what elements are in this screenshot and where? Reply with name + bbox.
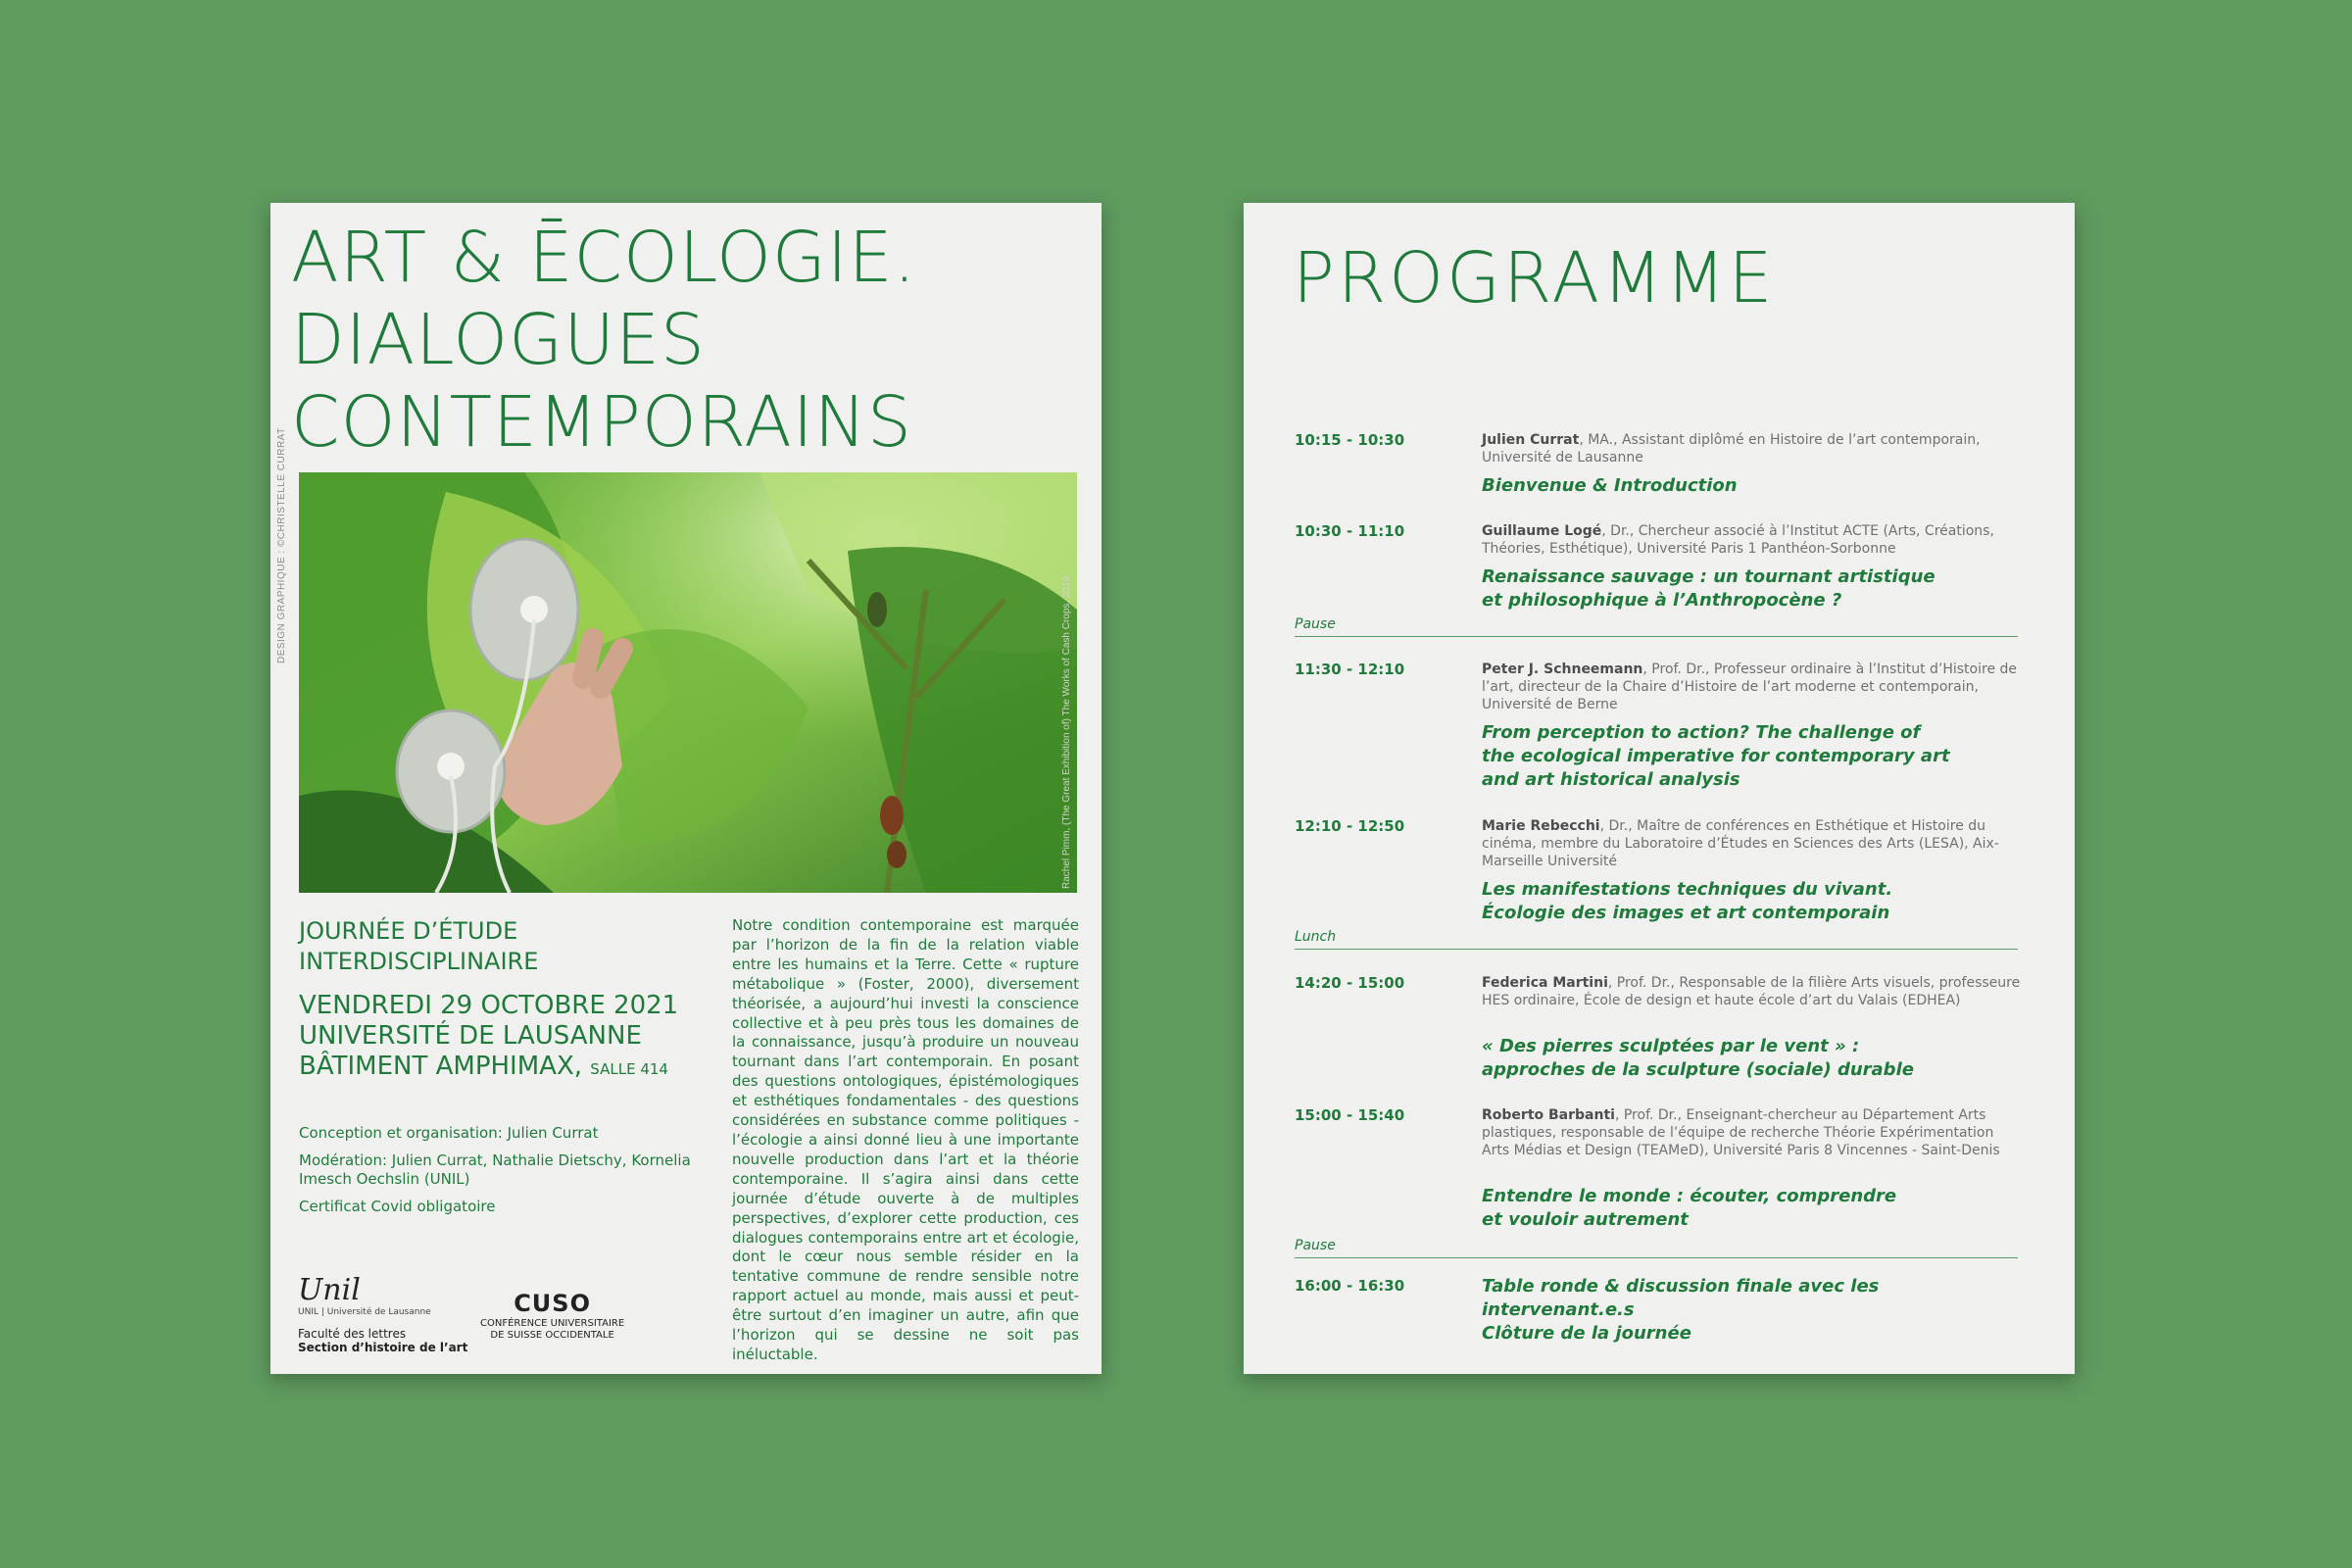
subtitle-line-2: INTERDISCIPLINAIRE bbox=[299, 948, 539, 975]
speaker-bio: , Prof. Dr., Professeur ordinaire à l’Institut d’Histoire de l’art, directeur de la Chaire d’Histoire de l’art moderne et contemporain, Université de Berne bbox=[1482, 662, 2018, 712]
slot-time: 10:15 - 10:30 bbox=[1295, 431, 1405, 449]
unil-wordmark: Unil bbox=[298, 1273, 361, 1307]
faculty-name: Faculté des lettres bbox=[298, 1327, 407, 1341]
title-line-2: DIALOGUES bbox=[291, 299, 707, 380]
speaker-info bbox=[1482, 817, 2021, 870]
programme-sheet bbox=[1244, 203, 2075, 1374]
speaker-name: Marie Rebecchi bbox=[1482, 818, 1600, 834]
unil-logo bbox=[298, 1273, 468, 1354]
title-line-3: CONTEMPORAINS bbox=[291, 381, 912, 463]
slot-time: 10:30 - 11:10 bbox=[1295, 522, 1405, 540]
break-label: Pause bbox=[1295, 616, 1336, 632]
subtitle-line-1: JOURNÉE D’ÉTUDE bbox=[299, 917, 518, 945]
slot-time: 16:00 - 16:30 bbox=[1295, 1277, 1405, 1295]
image-credit: Rachel Pimm, (The Great Exhibition of) The Works of Cash Crops, 2019 bbox=[1061, 575, 1072, 889]
unil-tagline: UNIL | Université de Lausanne bbox=[298, 1307, 431, 1317]
break-divider bbox=[1295, 929, 2018, 950]
talk-title: « Des pierres sculptées par le vent » : approches de la sculpture (sociale) durable bbox=[1482, 1036, 1914, 1080]
speaker-info bbox=[1482, 661, 2021, 713]
event-description: Notre condition contemporaine est marquée par l’horizon de la fin de la relation viable entre les humains et la Terre. Cette « rupture métabolique » (Foster, 2000), diversement théorisée, a aujourd’hui investi la conscience collective et à peu près tous les domaines de la connaissance, jusqu’à produire un nouveau tournant dans l’art contemporain. En posant des questions ontologiques, épistémologiques et esthétiques fondamentales - des questions considérées en substance comme politiques - l’écologie a ainsi donné lieu à une importante nouvelle production dans l’art et la théorie contemporaine. Il s’agira ainsi dans cette journée d’étude ouverte à de multiples perspectives, d’explorer cette production, ces dialogues contemporains entre art et écologie, dont le cœur nous semble résider en la tentative commune de rendre sensible notre rapport actuel au monde, mais aussi et peut-être surtout d’en imaginer un autre, afin que l’horizon qui se dessine ne soit pas inéluctable. bbox=[732, 916, 1079, 1363]
speaker-info bbox=[1482, 431, 2021, 466]
event-date: VENDREDI 29 OCTOBRE 2021 bbox=[299, 991, 679, 1020]
speaker-bio: , Prof. Dr., Responsable de la filière Arts visuels, professeure HES ordinaire, École de design et haute école d’art du Valais (EDHEA) bbox=[1482, 975, 2021, 1008]
leaves-with-electrodes-image bbox=[299, 472, 1077, 893]
speaker-name: Julien Currat bbox=[1482, 432, 1580, 448]
poster-photo bbox=[299, 472, 1077, 893]
break-divider bbox=[1295, 1238, 2018, 1258]
speaker-name: Guillaume Logé bbox=[1482, 523, 1602, 539]
event-venue: BÂTIMENT AMPHIMAX, SALLE 414 bbox=[299, 1052, 668, 1081]
speaker-bio: , Dr., Chercheur associé à l’Institut ACTE (Arts, Créations, Théories, Esthétique), Université Paris 1 Panthéon-Sorbonne bbox=[1482, 523, 1994, 557]
break-label: Pause bbox=[1295, 1238, 1336, 1253]
event-room: SALLE 414 bbox=[590, 1060, 668, 1078]
speaker-info bbox=[1482, 522, 2021, 558]
speaker-name: Peter J. Schneemann bbox=[1482, 662, 1643, 677]
talk-title: Table ronde & discussion finale avec les intervenant.e.s Clôture de la journée bbox=[1482, 1276, 1880, 1344]
event-poster bbox=[270, 203, 1102, 1374]
event-date-venue bbox=[299, 991, 678, 1085]
speaker-bio: , Prof. Dr., Enseignant-chercheur au Département Arts plastiques, responsable de l’équipe de recherche Théorie Expérimentation Arts Médias et Design (TEAMeD), Université Paris 8 Vincennes - Saint-Denis bbox=[1482, 1107, 2000, 1158]
speaker-name: Federica Martini bbox=[1482, 975, 1608, 991]
conception-text: Conception et organisation: Julien Currat bbox=[299, 1124, 599, 1142]
speaker-bio: , Dr., Maître de conférences en Esthétique et Histoire du cinéma, membre du Laboratoire d’Études en Sciences des Arts (LESA), Aix-Marseille Université bbox=[1482, 818, 1999, 869]
slot-time: 14:20 - 15:00 bbox=[1295, 974, 1405, 992]
moderation-text: Modération: Julien Currat, Nathalie Dietschy, Kornelia Imesch Oechslin (UNIL) bbox=[299, 1152, 691, 1188]
speaker-info bbox=[1482, 1106, 2021, 1159]
programme-title: PROGRAMME bbox=[1293, 237, 1776, 318]
event-subtitle bbox=[299, 916, 538, 977]
talk-title: Renaissance sauvage : un tournant artistique et philosophique à l’Anthropocène ? bbox=[1482, 566, 1936, 611]
lunch-label: Lunch bbox=[1295, 929, 1337, 945]
cuso-line-2: DE SUISSE OCCIDENTALE bbox=[490, 1330, 614, 1341]
talk-title: Les manifestations techniques du vivant. Écologie des images et art contemporain bbox=[1482, 879, 1893, 923]
title-line-1: ART & ĒCOLOGIE. bbox=[291, 217, 917, 298]
break-divider bbox=[1295, 616, 2018, 637]
cuso-logo bbox=[480, 1289, 624, 1342]
section-name: Section d’histoire de l’art bbox=[298, 1341, 468, 1354]
cuso-wordmark: CUSO bbox=[514, 1290, 591, 1317]
talk-title: From perception to action? The challenge of the ecological imperative for contemporary art and art historical analysis bbox=[1482, 722, 1950, 790]
cuso-line-1: CONFÉRENCE UNIVERSITAIRE bbox=[480, 1318, 625, 1329]
event-university: UNIVERSITÉ DE LAUSANNE bbox=[299, 1021, 642, 1051]
organization-info bbox=[299, 1124, 710, 1225]
slot-time: 11:30 - 12:10 bbox=[1295, 661, 1405, 678]
slot-time: 12:10 - 12:50 bbox=[1295, 817, 1405, 835]
talk-title: Entendre le monde : écouter, comprendre et vouloir autrement bbox=[1482, 1186, 1897, 1230]
slot-time: 15:00 - 15:40 bbox=[1295, 1106, 1405, 1124]
poster-title bbox=[291, 217, 1095, 464]
speaker-bio: , MA., Assistant diplômé en Histoire de l’art contemporain, Université de Lausanne bbox=[1482, 432, 1981, 466]
speaker-info bbox=[1482, 974, 2021, 1009]
covid-notice: Certificat Covid obligatoire bbox=[299, 1198, 496, 1215]
speaker-name: Roberto Barbanti bbox=[1482, 1107, 1615, 1123]
talk-title: Bienvenue & Introduction bbox=[1482, 475, 1738, 496]
design-credit: DESIGN GRAPHIQUE : ©CHRISTELLE CURRAT bbox=[276, 427, 287, 663]
